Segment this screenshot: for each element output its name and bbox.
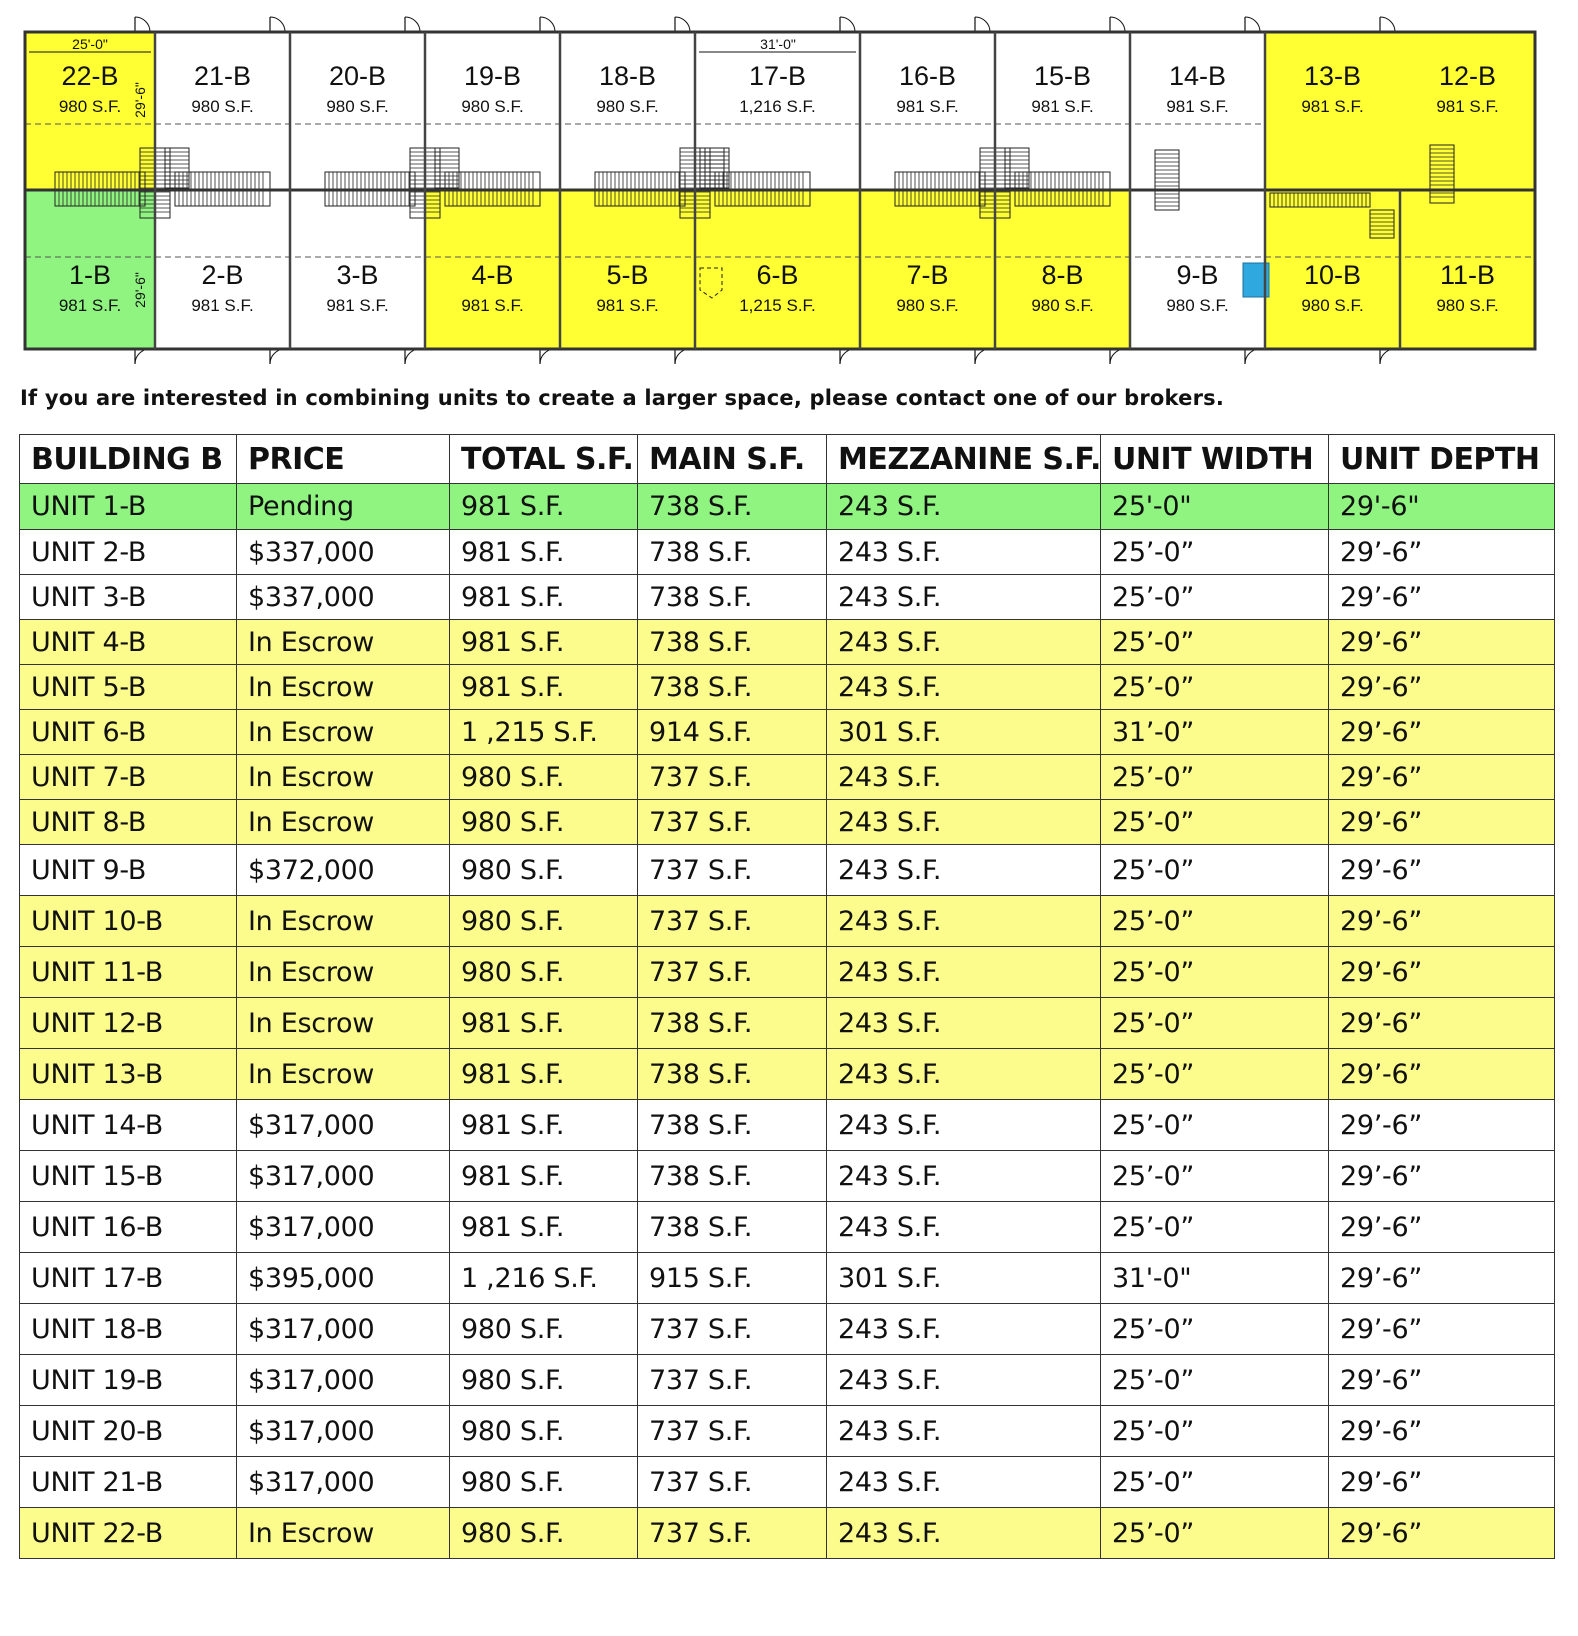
column-header: MAIN S.F. — [638, 435, 827, 484]
unit-square-feet: 980 S.F. — [326, 97, 389, 116]
unit-square-feet: 980 S.F. — [1166, 296, 1229, 315]
table-cell: UNIT 18-B — [20, 1304, 237, 1355]
unit-number: 16-B — [898, 61, 957, 91]
unit-square-feet: 1,216 S.F. — [739, 97, 816, 116]
door-swing — [540, 349, 555, 364]
unit-number: 19-B — [463, 61, 522, 91]
table-row — [20, 800, 1555, 845]
table-cell: 981 S.F. — [450, 1049, 638, 1100]
table-cell: 738 S.F. — [638, 1049, 827, 1100]
table-cell: UNIT 20-B — [20, 1406, 237, 1457]
door-swing — [1380, 349, 1395, 364]
table-row — [20, 998, 1555, 1049]
dimension-label: 29'-6" — [132, 82, 148, 118]
table-cell: In Escrow — [237, 947, 450, 998]
unit-number: 9-B — [1176, 260, 1219, 290]
table-cell: 31’-0” — [1101, 710, 1329, 755]
table-cell: 29’-6” — [1329, 1406, 1555, 1457]
unit-number: 14-B — [1168, 61, 1227, 91]
unit-square-feet: 980 S.F. — [896, 296, 959, 315]
table-cell: 243 S.F. — [827, 665, 1101, 710]
table-cell: 981 S.F. — [450, 1202, 638, 1253]
table-cell: $317,000 — [237, 1457, 450, 1508]
table-cell: In Escrow — [237, 800, 450, 845]
table-cell: 25’-0” — [1101, 947, 1329, 998]
table-row — [20, 1253, 1555, 1304]
column-header: MEZZANINE S.F. — [827, 435, 1101, 484]
table-body — [20, 484, 1555, 1559]
table-row — [20, 484, 1555, 530]
unit-number: 13-B — [1303, 61, 1362, 91]
table-cell: Pending — [237, 484, 450, 530]
table-cell: 243 S.F. — [827, 484, 1101, 530]
table-cell: 981 S.F. — [450, 998, 638, 1049]
table-cell: $317,000 — [237, 1406, 450, 1457]
table-cell: 25’-0” — [1101, 755, 1329, 800]
table-cell: 243 S.F. — [827, 1355, 1101, 1406]
table-cell: 243 S.F. — [827, 1151, 1101, 1202]
table-cell: In Escrow — [237, 665, 450, 710]
table-cell: 301 S.F. — [827, 710, 1101, 755]
table-cell: 738 S.F. — [638, 484, 827, 530]
table-cell: 980 S.F. — [450, 1406, 638, 1457]
table-cell: 29’-6” — [1329, 1253, 1555, 1304]
table-row — [20, 896, 1555, 947]
table-cell: 243 S.F. — [827, 800, 1101, 845]
table-cell: 29’-6” — [1329, 800, 1555, 845]
table-cell: 737 S.F. — [638, 800, 827, 845]
table-cell: 29’-6” — [1329, 1304, 1555, 1355]
table-cell: In Escrow — [237, 896, 450, 947]
table-cell: 29’-6” — [1329, 1151, 1555, 1202]
unit-number: 2-B — [201, 260, 244, 290]
table-row — [20, 665, 1555, 710]
unit-square-feet: 980 S.F. — [1031, 296, 1094, 315]
unit-square-feet: 980 S.F. — [1301, 296, 1364, 315]
unit-square-feet: 981 S.F. — [896, 97, 959, 116]
table-cell: UNIT 9-B — [20, 845, 237, 896]
door-swing — [135, 17, 150, 32]
table-cell: In Escrow — [237, 998, 450, 1049]
table-cell: UNIT 10-B — [20, 896, 237, 947]
table-cell: 980 S.F. — [450, 896, 638, 947]
table-cell: $395,000 — [237, 1253, 450, 1304]
door-swing — [675, 17, 690, 32]
table-cell: 243 S.F. — [827, 575, 1101, 620]
table-cell: 25’-0” — [1101, 1304, 1329, 1355]
table-cell: 737 S.F. — [638, 845, 827, 896]
door-swing — [270, 17, 285, 32]
unit-number: 5-B — [606, 260, 649, 290]
unit-number: 21-B — [193, 61, 252, 91]
table-cell: 243 S.F. — [827, 1202, 1101, 1253]
table-cell: 25’-0” — [1101, 800, 1329, 845]
unit-square-feet: 980 S.F. — [191, 97, 254, 116]
table-cell: UNIT 7-B — [20, 755, 237, 800]
combining-units-note: If you are interested in combining units to create a larger space, please contact one of our brokers. — [20, 386, 1225, 410]
door-swing — [135, 349, 150, 364]
table-cell: 243 S.F. — [827, 755, 1101, 800]
table-cell: UNIT 22-B — [20, 1508, 237, 1559]
table-cell: 738 S.F. — [638, 1151, 827, 1202]
table-cell: 980 S.F. — [450, 800, 638, 845]
unit-square-feet: 981 S.F. — [461, 296, 524, 315]
table-cell: 25’-0” — [1101, 620, 1329, 665]
table-row — [20, 755, 1555, 800]
table-cell: 738 S.F. — [638, 575, 827, 620]
table-header-row — [20, 435, 1555, 484]
table-cell: 738 S.F. — [638, 665, 827, 710]
unit-number: 18-B — [598, 61, 657, 91]
table-cell: 29’-6” — [1329, 947, 1555, 998]
table-cell: 29’-6” — [1329, 530, 1555, 575]
door-swing — [975, 349, 990, 364]
table-cell: 243 S.F. — [827, 620, 1101, 665]
unit-square-feet: 980 S.F. — [461, 97, 524, 116]
table-cell: UNIT 1-B — [20, 484, 237, 530]
unit-number: 8-B — [1041, 260, 1084, 290]
door-swing — [1245, 349, 1260, 364]
unit-number: 15-B — [1033, 61, 1092, 91]
dimension-label: 25'-0" — [72, 36, 108, 52]
table-cell: 243 S.F. — [827, 1100, 1101, 1151]
table-row — [20, 845, 1555, 896]
table-cell: 25’-0” — [1101, 665, 1329, 710]
unit-number: 17-B — [748, 61, 807, 91]
table-cell: 25’-0” — [1101, 1202, 1329, 1253]
table-cell: 738 S.F. — [638, 530, 827, 575]
table-cell: 29’-6” — [1329, 665, 1555, 710]
unit-number: 3-B — [336, 260, 379, 290]
table-cell: 25’-0” — [1101, 530, 1329, 575]
table-cell: 737 S.F. — [638, 1508, 827, 1559]
table-cell: 738 S.F. — [638, 998, 827, 1049]
door-swing — [405, 349, 420, 364]
dimension-label: 31'-0" — [760, 36, 796, 52]
table-cell: 243 S.F. — [827, 947, 1101, 998]
table-cell: 25'-0" — [1101, 484, 1329, 530]
table-row — [20, 1049, 1555, 1100]
unit-number: 12-B — [1438, 61, 1497, 91]
unit-number: 1-B — [68, 260, 112, 290]
table-cell: 29’-6” — [1329, 896, 1555, 947]
table-cell: 980 S.F. — [450, 845, 638, 896]
table-cell: $317,000 — [237, 1202, 450, 1253]
table-cell: 29’-6” — [1329, 1049, 1555, 1100]
table-cell: 25’-0” — [1101, 1049, 1329, 1100]
door-swing — [975, 17, 990, 32]
table-cell: In Escrow — [237, 1049, 450, 1100]
unit-number: 11-B — [1439, 260, 1496, 290]
table-cell: 301 S.F. — [827, 1253, 1101, 1304]
door-swing — [1110, 349, 1125, 364]
unit-square-feet: 981 S.F. — [191, 296, 254, 315]
table-cell: UNIT 13-B — [20, 1049, 237, 1100]
unit-number: 20-B — [328, 61, 387, 91]
unit-square-feet: 981 S.F. — [1301, 97, 1364, 116]
table-cell: 243 S.F. — [827, 1304, 1101, 1355]
table-cell: 980 S.F. — [450, 1508, 638, 1559]
table-cell: 25’-0” — [1101, 1355, 1329, 1406]
column-header: UNIT DEPTH — [1329, 435, 1555, 484]
unit-square-feet: 980 S.F. — [1436, 296, 1499, 315]
table-cell: UNIT 17-B — [20, 1253, 237, 1304]
unit-square-feet: 981 S.F. — [596, 296, 659, 315]
table-row — [20, 1508, 1555, 1559]
door-swing — [675, 349, 690, 364]
unit-square-feet: 980 S.F. — [596, 97, 659, 116]
unit-number: 4-B — [471, 260, 514, 290]
table-cell: 980 S.F. — [450, 947, 638, 998]
table-row — [20, 947, 1555, 998]
table-cell: 1 ,215 S.F. — [450, 710, 638, 755]
table-cell: UNIT 14-B — [20, 1100, 237, 1151]
table-cell: 981 S.F. — [450, 1151, 638, 1202]
table-cell: UNIT 19-B — [20, 1355, 237, 1406]
table-cell: 980 S.F. — [450, 755, 638, 800]
table-row — [20, 575, 1555, 620]
table-cell: UNIT 5-B — [20, 665, 237, 710]
table-cell: 25’-0” — [1101, 1100, 1329, 1151]
table-row — [20, 1151, 1555, 1202]
unit-square-feet: 981 S.F. — [58, 296, 122, 315]
table-cell: $372,000 — [237, 845, 450, 896]
table-cell: UNIT 3-B — [20, 575, 237, 620]
unit-number: 6-B — [756, 260, 799, 290]
unit-number: 7-B — [906, 260, 949, 290]
door-swing — [270, 349, 285, 364]
table-cell: 980 S.F. — [450, 1304, 638, 1355]
table-cell: 914 S.F. — [638, 710, 827, 755]
table-cell: In Escrow — [237, 620, 450, 665]
table-cell: 25’-0” — [1101, 1151, 1329, 1202]
table-cell: 29’-6” — [1329, 620, 1555, 665]
table-cell: 29’-6” — [1329, 575, 1555, 620]
table-row — [20, 1355, 1555, 1406]
table-cell: 915 S.F. — [638, 1253, 827, 1304]
door-swing — [540, 17, 555, 32]
table-cell: 29’-6” — [1329, 1355, 1555, 1406]
table-cell: 29’-6” — [1329, 1100, 1555, 1151]
table-cell: 737 S.F. — [638, 1457, 827, 1508]
unit-number: 10-B — [1303, 260, 1362, 290]
table-cell: 25’-0” — [1101, 1508, 1329, 1559]
table-cell: 25’-0” — [1101, 896, 1329, 947]
table-cell: $317,000 — [237, 1100, 450, 1151]
table-cell: 29’-6” — [1329, 1508, 1555, 1559]
table-cell: In Escrow — [237, 755, 450, 800]
column-header: PRICE — [237, 435, 450, 484]
table-cell: 981 S.F. — [450, 620, 638, 665]
unit-square-feet: 981 S.F. — [326, 296, 389, 315]
table-cell: $317,000 — [237, 1355, 450, 1406]
table-cell: UNIT 16-B — [20, 1202, 237, 1253]
table-cell: 981 S.F. — [450, 484, 638, 530]
table-cell: 738 S.F. — [638, 620, 827, 665]
table-cell: 981 S.F. — [450, 665, 638, 710]
door-swing — [405, 17, 420, 32]
column-header: UNIT WIDTH — [1101, 435, 1329, 484]
table-cell: 981 S.F. — [450, 530, 638, 575]
table-cell: 29’-6” — [1329, 1202, 1555, 1253]
table-cell: 738 S.F. — [638, 1100, 827, 1151]
unit-square-feet: 981 S.F. — [1166, 97, 1229, 116]
column-header: TOTAL S.F. — [450, 435, 638, 484]
table-cell: 981 S.F. — [450, 1100, 638, 1151]
column-header: BUILDING B — [20, 435, 237, 484]
table-cell: 243 S.F. — [827, 896, 1101, 947]
table-cell: $337,000 — [237, 575, 450, 620]
table-cell: 738 S.F. — [638, 1202, 827, 1253]
table-cell: 737 S.F. — [638, 1304, 827, 1355]
table-cell: 737 S.F. — [638, 755, 827, 800]
table-cell: 31'-0" — [1101, 1253, 1329, 1304]
table-cell: UNIT 15-B — [20, 1151, 237, 1202]
table-cell: 737 S.F. — [638, 1355, 827, 1406]
dimension-label: 29'-6" — [132, 272, 148, 308]
table-cell: 29’-6” — [1329, 845, 1555, 896]
table-cell: 29’-6” — [1329, 710, 1555, 755]
unit-square-feet: 981 S.F. — [1436, 97, 1499, 116]
unit-square-feet: 980 S.F. — [58, 97, 122, 116]
door-swing — [840, 349, 855, 364]
table-cell: 737 S.F. — [638, 1406, 827, 1457]
table-cell: In Escrow — [237, 1508, 450, 1559]
table-row — [20, 620, 1555, 665]
table-cell: 981 S.F. — [450, 575, 638, 620]
table-cell: 243 S.F. — [827, 998, 1101, 1049]
table-cell: UNIT 8-B — [20, 800, 237, 845]
table-row — [20, 1202, 1555, 1253]
building-b-floor-plan — [0, 0, 1578, 380]
door-swing — [840, 17, 855, 32]
table-cell: UNIT 6-B — [20, 710, 237, 755]
table-cell: 243 S.F. — [827, 530, 1101, 575]
table-cell: 25’-0” — [1101, 1457, 1329, 1508]
table-cell: 29'-6" — [1329, 484, 1555, 530]
table-cell: 25’-0” — [1101, 1406, 1329, 1457]
table-cell: 29’-6” — [1329, 998, 1555, 1049]
table-cell: 243 S.F. — [827, 1049, 1101, 1100]
table-cell: UNIT 4-B — [20, 620, 237, 665]
table-cell: 737 S.F. — [638, 947, 827, 998]
table-cell: 980 S.F. — [450, 1355, 638, 1406]
table-row — [20, 710, 1555, 755]
table-cell: 243 S.F. — [827, 845, 1101, 896]
unit-number: 22-B — [61, 61, 119, 91]
table-cell: 737 S.F. — [638, 896, 827, 947]
table-cell: 29’-6” — [1329, 755, 1555, 800]
table-row — [20, 1100, 1555, 1151]
table-row — [20, 1406, 1555, 1457]
table-cell: 25’-0” — [1101, 575, 1329, 620]
table-cell: $337,000 — [237, 530, 450, 575]
table-cell: 243 S.F. — [827, 1457, 1101, 1508]
table-row — [20, 1457, 1555, 1508]
table-cell: UNIT 11-B — [20, 947, 237, 998]
table-cell: $317,000 — [237, 1151, 450, 1202]
units-table — [19, 434, 1555, 1559]
table-cell: 243 S.F. — [827, 1406, 1101, 1457]
table-cell: 1 ,216 S.F. — [450, 1253, 638, 1304]
table-cell: 25’-0” — [1101, 998, 1329, 1049]
table-cell: UNIT 2-B — [20, 530, 237, 575]
table-cell: 29’-6” — [1329, 1457, 1555, 1508]
table-row — [20, 530, 1555, 575]
door-swing — [1245, 17, 1260, 32]
door-swing — [1110, 17, 1125, 32]
unit-square-feet: 981 S.F. — [1031, 97, 1094, 116]
unit-square-feet: 1,215 S.F. — [739, 296, 816, 315]
table-cell: 243 S.F. — [827, 1508, 1101, 1559]
table-cell: In Escrow — [237, 710, 450, 755]
table-cell: 25’-0” — [1101, 845, 1329, 896]
table-cell: 980 S.F. — [450, 1457, 638, 1508]
table-cell: $317,000 — [237, 1304, 450, 1355]
table-cell: UNIT 12-B — [20, 998, 237, 1049]
table-row — [20, 1304, 1555, 1355]
door-swing — [1380, 17, 1395, 32]
table-cell: UNIT 21-B — [20, 1457, 237, 1508]
